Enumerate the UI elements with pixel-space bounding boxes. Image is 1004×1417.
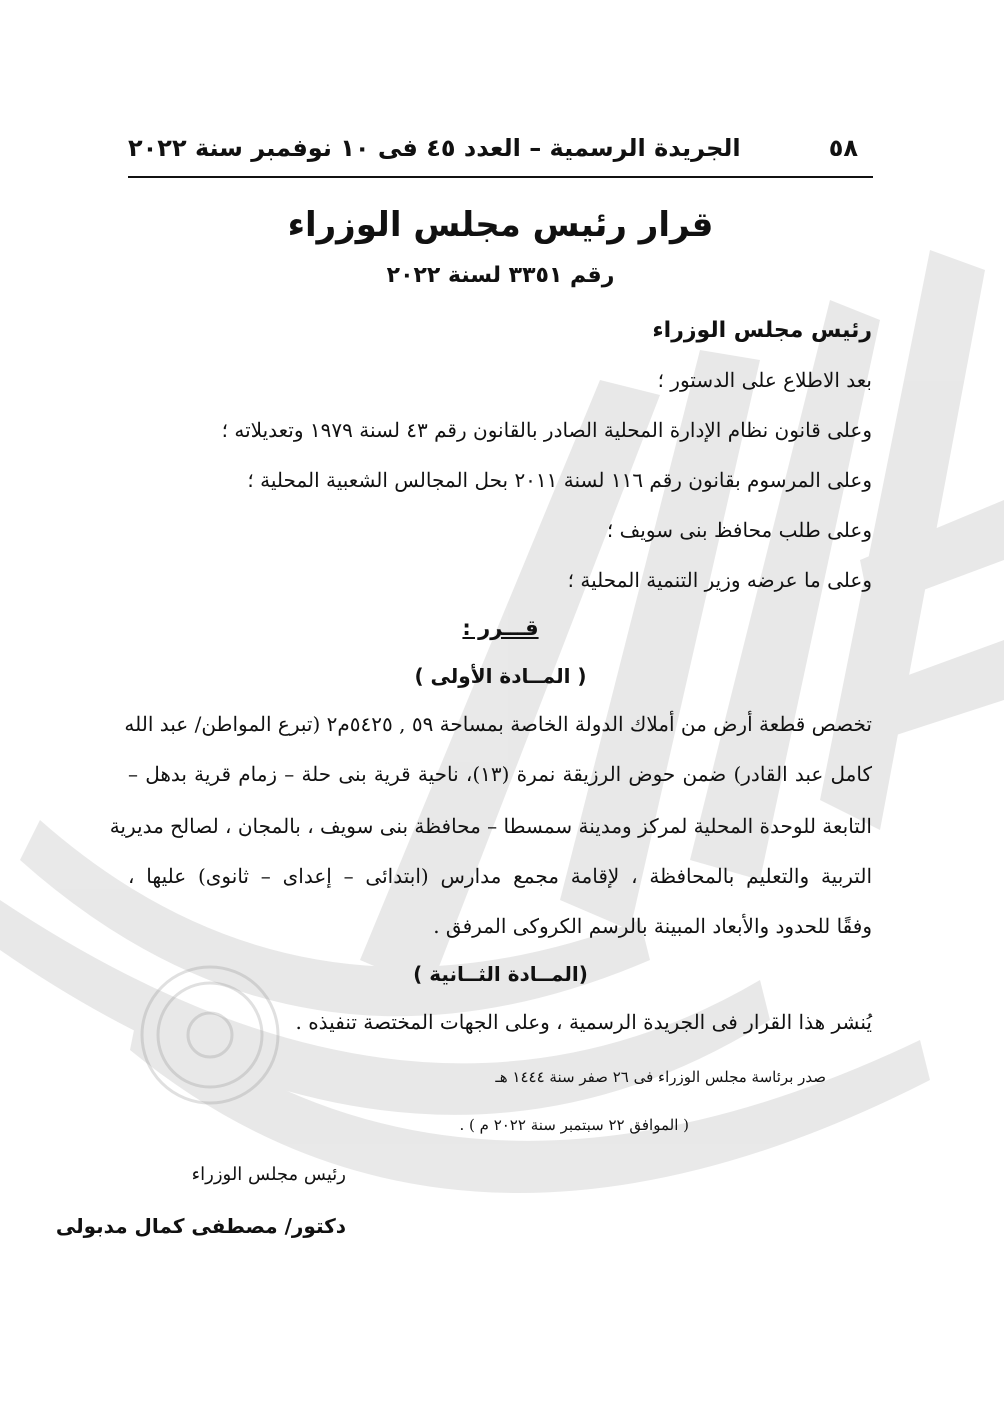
preamble-line: وعلى طلب محافظ بنى سويف ؛ [606, 518, 872, 542]
preamble-line: وعلى قانون نظام الإدارة المحلية الصادر بالقانون رقم ٤٣ لسنة ١٩٧٩ وتعديلاته ؛ [221, 418, 872, 442]
signature-name: دكتور/ مصطفى كمال مدبولى [55, 1214, 346, 1238]
gazette-issue-line: الجريدة الرسمية – العدد ٤٥ فى ١٠ نوفمبر سنة ٢٠٢٢ [128, 134, 741, 162]
article-1-line: تخصص قطعة أرض من أملاك الدولة الخاصة بمساحة ٥٩ , ٥٤٢٥م٢ (تبرع المواطن/ عبد الله [124, 712, 872, 736]
page-header [128, 128, 858, 168]
preamble-line: وعلى المرسوم بقانون رقم ١١٦ لسنة ٢٠١١ بحل المجالس الشعبية المحلية ؛ [247, 468, 872, 492]
article-1-line: التربية والتعليم بالمحافظة ، لإقامة مجمع مدارس (ابتدائى – إعداى – ثانوى) عليها ، [128, 864, 872, 888]
issuer-heading: رئيس مجلس الوزراء [652, 318, 872, 343]
article-1-line: وفقًا للحدود والأبعاد المبينة بالرسم الكروكى المرفق . [433, 914, 872, 938]
preamble-line: وعلى ما عرضه وزير التنمية المحلية ؛ [567, 568, 872, 592]
article-1-line: كامل عبد القادر) ضمن حوض الرزيقة نمرة (١٣)، ناحية قرية بنى حلة – زمام قرية بدهل – [128, 762, 873, 786]
decided-heading: قـــرر : [462, 616, 539, 640]
decree-number: رقم ٣٣٥١ لسنة ٢٠٢٢ [386, 263, 615, 288]
article-2-heading: (المــادة الثــانية ) [413, 962, 588, 986]
article-2-text: يُنشر هذا القرار فى الجريدة الرسمية ، وعلى الجهات المختصة تنفيذه . [295, 1010, 872, 1034]
header-rule [128, 176, 873, 178]
issued-date-hijri: صدر برئاسة مجلس الوزراء فى ٢٦ صفر سنة ١٤٤٤ هـ [495, 1068, 826, 1086]
issued-date-gregorian: ( الموافق ٢٢ سبتمبر سنة ٢٠٢٢ م ) . [459, 1116, 689, 1134]
decree-title: قرار رئيس مجلس الوزراء [287, 205, 714, 245]
article-1-heading: ( المــادة الأولى ) [414, 664, 587, 688]
page-number: ٥٨ [828, 134, 858, 162]
signature-title: رئيس مجلس الوزراء [191, 1164, 346, 1185]
article-1-line: التابعة للوحدة المحلية لمركز ومدينة سمسطا – محافظة بنى سويف ، بالمجان ، لصالح مديرية [109, 814, 872, 838]
preamble-line: بعد الاطلاع على الدستور ؛ [657, 368, 872, 392]
